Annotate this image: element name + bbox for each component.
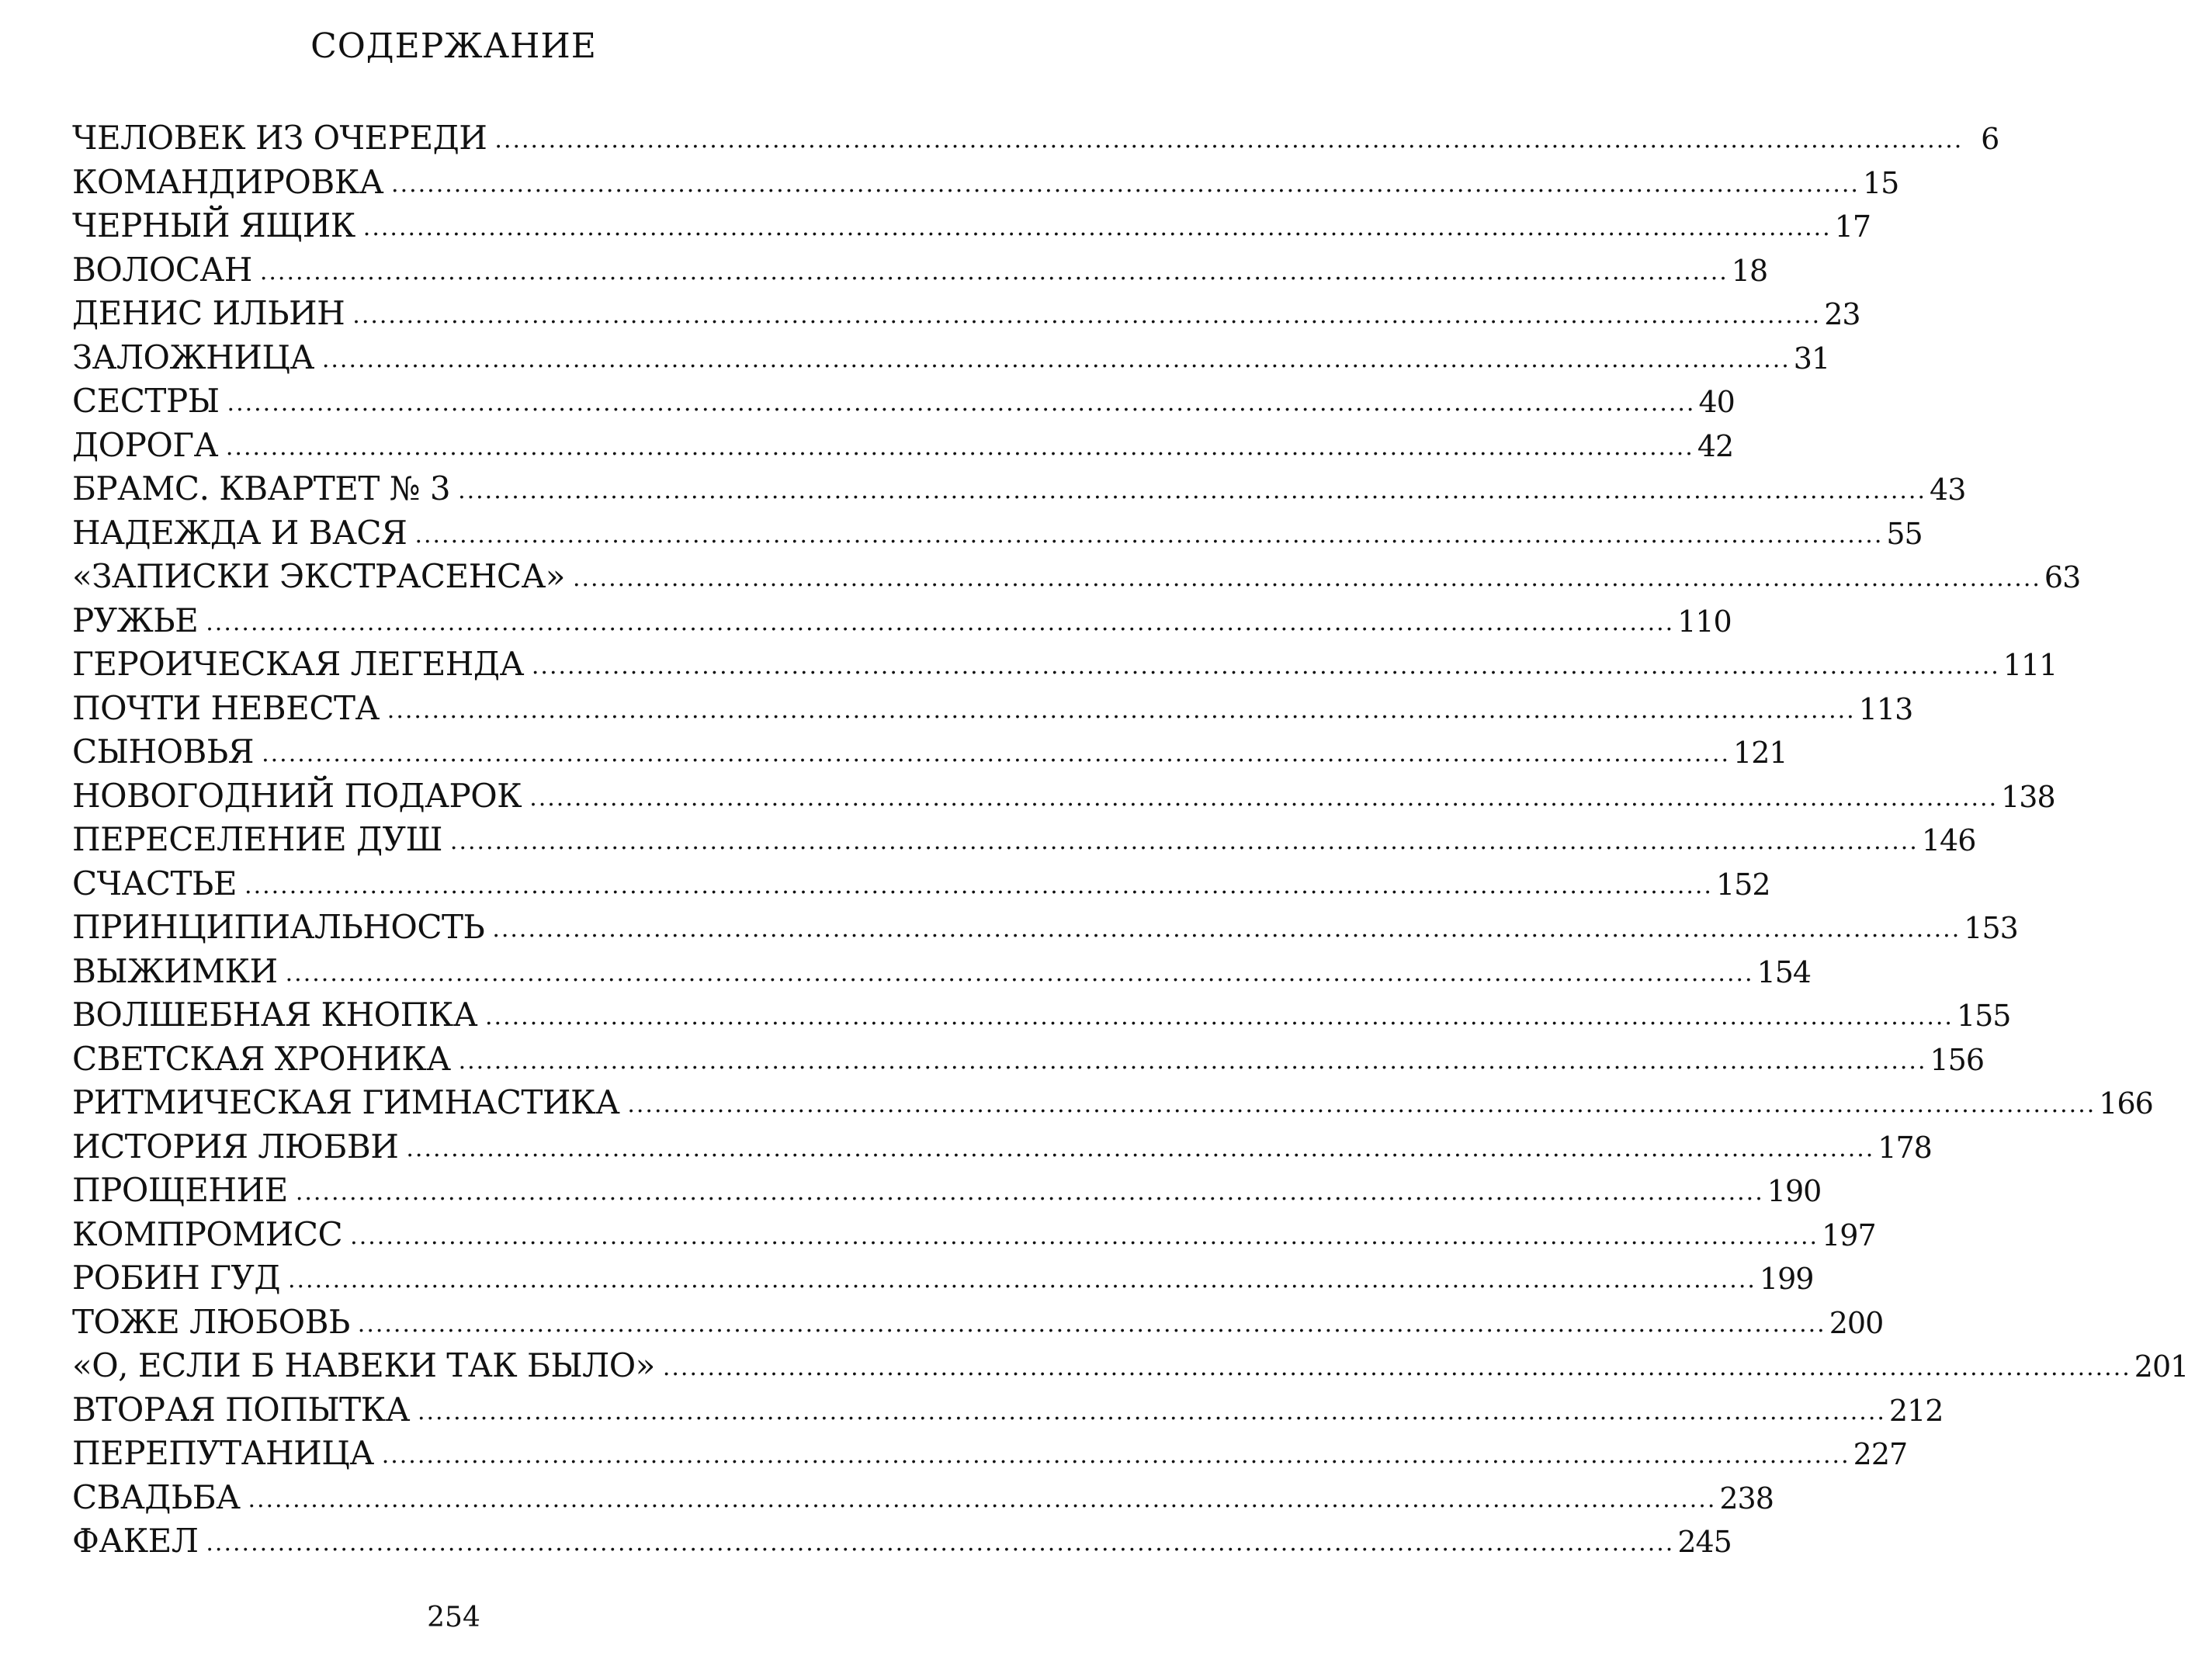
dot-leader: .................................................................................................................................................................... xyxy=(458,1047,1927,1075)
toc-entry-title: КОМАНДИРОВКА xyxy=(72,162,384,201)
table-of-contents xyxy=(72,116,2188,1564)
toc-entry-page: 227 xyxy=(1853,1437,1908,1471)
toc-entry-title: ВЫЖИМКИ xyxy=(72,951,278,990)
toc-entry-page: 15 xyxy=(1862,165,1899,200)
toc-entry-title: ЗАЛОЖНИЦА xyxy=(72,338,314,376)
dot-leader: .................................................................................................................................................................... xyxy=(414,521,1884,549)
toc-entry-page: 43 xyxy=(1930,473,1966,507)
toc-entry-page: 155 xyxy=(1956,999,2011,1033)
toc-entry xyxy=(72,424,1734,468)
toc-entry xyxy=(72,1081,2153,1125)
toc-entry xyxy=(72,1125,1932,1169)
toc-entry-title: СВАДЬБА xyxy=(72,1477,241,1516)
toc-entry-title: ФАКЕЛ xyxy=(72,1522,199,1560)
toc-entry-title: РУЖЬЕ xyxy=(72,601,199,639)
toc-entry xyxy=(72,1301,1884,1345)
dot-leader: .................................................................................................................................................................... xyxy=(350,1222,1819,1250)
toc-entry-page: 201 xyxy=(2134,1349,2188,1384)
toc-entry xyxy=(72,336,1830,380)
dot-leader: .................................................................................................................................................................... xyxy=(458,477,1927,504)
toc-entry xyxy=(72,862,1770,906)
toc-entry xyxy=(72,379,1735,424)
dot-leader: .................................................................................................................................................................... xyxy=(362,214,1832,241)
dot-leader: .................................................................................................................................................................... xyxy=(225,433,1694,461)
toc-entry xyxy=(72,643,2058,687)
dot-leader: .................................................................................................................................................................... xyxy=(485,1003,1954,1031)
dot-leader: .................................................................................................................................................................... xyxy=(531,653,2000,680)
dot-leader: .................................................................................................................................................................... xyxy=(259,258,1729,286)
toc-entry xyxy=(72,993,2011,1037)
toc-entry-title: ЧЕРНЫЙ ЯЩИК xyxy=(72,206,355,244)
toc-entry xyxy=(72,1519,1732,1564)
toc-entry xyxy=(72,116,1999,161)
toc-entry-page: 40 xyxy=(1698,385,1735,419)
dot-leader: .................................................................................................................................................................... xyxy=(494,126,1964,154)
toc-entry-page: 153 xyxy=(1964,911,2018,945)
toc-entry xyxy=(72,1256,1814,1301)
toc-entry-page: 138 xyxy=(2001,779,2055,814)
dot-leader: .................................................................................................................................................................... xyxy=(206,608,1675,636)
toc-entry-title: РОБИН ГУД xyxy=(72,1259,280,1297)
toc-entry-page: 238 xyxy=(1719,1481,1774,1515)
toc-entry-title: КОМПРОМИСС xyxy=(72,1214,343,1253)
toc-entry xyxy=(72,818,1976,862)
dot-leader: .................................................................................................................................................................... xyxy=(627,1091,2096,1118)
toc-entry-page: 199 xyxy=(1759,1262,1814,1296)
toc-entry-title: ПОЧТИ НЕВЕСТА xyxy=(72,688,380,727)
toc-entry-page: 154 xyxy=(1756,954,1812,989)
toc-entry xyxy=(72,204,1871,248)
toc-entry-page: 18 xyxy=(1731,253,1768,288)
toc-entry-title: ВОЛОСАН xyxy=(72,250,252,289)
toc-entry-page: 23 xyxy=(1824,297,1860,331)
toc-entry xyxy=(72,1169,1822,1213)
dot-leader: .................................................................................................................................................................... xyxy=(285,959,1754,987)
toc-entry-page: 110 xyxy=(1677,604,1732,639)
toc-entry-page: 200 xyxy=(1829,1305,1884,1340)
toc-entry-page: 146 xyxy=(1921,823,1976,857)
dot-leader: .................................................................................................................................................................... xyxy=(572,565,2041,592)
toc-entry-page: 113 xyxy=(1858,691,1913,726)
toc-entry-page: 55 xyxy=(1886,516,1923,551)
dot-leader: .................................................................................................................................................................... xyxy=(529,784,1999,812)
toc-entry-title: СЫНОВЬЯ xyxy=(72,733,255,771)
dot-leader: .................................................................................................................................................................... xyxy=(662,1354,2131,1381)
toc-entry-page: 197 xyxy=(1822,1218,1876,1252)
toc-entry-title: ПРИНЦИПИАЛЬНОСТЬ xyxy=(72,908,485,946)
toc-entry-title: ТОЖЕ ЛЮБОВЬ xyxy=(72,1302,350,1341)
toc-entry xyxy=(72,1388,1944,1432)
toc-entry xyxy=(72,950,1812,994)
dot-leader: .................................................................................................................................................................... xyxy=(295,1179,1764,1206)
toc-entry-title: ВОЛШЕБНАЯ КНОПКА xyxy=(72,996,478,1034)
page-number: 254 xyxy=(427,1602,480,1633)
toc-entry-page: 212 xyxy=(1888,1393,1944,1428)
dot-leader: .................................................................................................................................................................... xyxy=(262,740,1731,767)
toc-entry-title: НАДЕЖДА И ВАСЯ xyxy=(72,513,407,552)
toc-entry-page: 152 xyxy=(1715,867,1770,902)
dot-leader: .................................................................................................................................................................... xyxy=(381,1442,1850,1469)
toc-entry xyxy=(72,599,1732,643)
toc-entry-title: ГЕРОИЧЕСКАЯ ЛЕГЕНДА xyxy=(72,645,524,683)
dot-leader: .................................................................................................................................................................... xyxy=(244,871,1713,899)
toc-entry xyxy=(72,511,1923,556)
toc-entry xyxy=(72,906,2018,950)
toc-entry-page: 31 xyxy=(1793,341,1830,376)
toc-entry-title: ПРОЩЕНИЕ xyxy=(72,1171,288,1209)
dot-leader: .................................................................................................................................................................... xyxy=(352,302,1822,329)
dot-leader: .................................................................................................................................................................... xyxy=(227,390,1696,417)
toc-entry xyxy=(72,1344,2188,1388)
toc-entry-title: ДОРОГА xyxy=(72,425,218,464)
toc-entry xyxy=(72,730,1788,774)
toc-entry-title: ДЕНИС ИЛЬИН xyxy=(72,294,345,332)
toc-entry-page: 17 xyxy=(1834,210,1871,244)
dot-leader: .................................................................................................................................................................... xyxy=(391,170,1860,198)
toc-entry-page: 156 xyxy=(1930,1042,1985,1077)
toc-entry xyxy=(72,248,1768,293)
toc-entry xyxy=(72,1213,1876,1257)
toc-entry-page: 6 xyxy=(1981,122,1999,156)
toc-entry-title: ЧЕЛОВЕК ИЗ ОЧЕРЕДИ xyxy=(72,119,487,157)
toc-entry-page: 121 xyxy=(1733,736,1788,770)
toc-entry xyxy=(72,1037,1985,1082)
dot-leader: .................................................................................................................................................................... xyxy=(357,1310,1826,1338)
toc-entry xyxy=(72,467,1966,511)
toc-entry-title: ПЕРЕПУТАНИЦА xyxy=(72,1434,374,1472)
toc-entry-page: 166 xyxy=(2099,1086,2153,1121)
toc-entry-title: ИСТОРИЯ ЛЮБВИ xyxy=(72,1127,399,1166)
toc-entry-title: БРАМС. КВАРТЕТ № 3 xyxy=(72,469,451,507)
dot-leader: .................................................................................................................................................................... xyxy=(417,1398,1886,1425)
toc-entry xyxy=(72,161,1899,205)
toc-entry-page: 111 xyxy=(2002,648,2058,682)
dot-leader: .................................................................................................................................................................... xyxy=(287,1266,1756,1294)
dot-leader: .................................................................................................................................................................... xyxy=(321,345,1791,373)
dot-leader: .................................................................................................................................................................... xyxy=(248,1485,1717,1513)
toc-entry xyxy=(72,1432,1908,1476)
toc-entry-page: 178 xyxy=(1878,1130,1932,1165)
toc-entry xyxy=(72,555,2081,599)
toc-entry xyxy=(72,774,2055,819)
toc-entry xyxy=(72,1476,1774,1520)
toc-entry xyxy=(72,292,1860,336)
page-title: СОДЕРЖАНИЕ xyxy=(310,26,597,66)
toc-entry-title: «О, ЕСЛИ Б НАВЕКИ ТАК БЫЛО» xyxy=(72,1346,655,1384)
dot-leader: .................................................................................................................................................................... xyxy=(406,1134,1875,1162)
toc-entry-page: 190 xyxy=(1767,1174,1822,1208)
dot-leader: .................................................................................................................................................................... xyxy=(449,828,1919,855)
toc-entry-title: «ЗАПИСКИ ЭКСТРАСЕНСА» xyxy=(72,557,565,595)
toc-entry-page: 63 xyxy=(2044,560,2081,594)
dot-leader: .................................................................................................................................................................... xyxy=(206,1529,1675,1557)
toc-entry-title: РИТМИЧЕСКАЯ ГИМНАСТИКА xyxy=(72,1083,620,1121)
toc-entry-page: 42 xyxy=(1697,428,1734,463)
toc-entry-title: ПЕРЕСЕЛЕНИЕ ДУШ xyxy=(72,820,442,858)
dot-leader: .................................................................................................................................................................... xyxy=(492,916,1961,943)
toc-entry-title: ВТОРАЯ ПОПЫТКА xyxy=(72,1390,410,1429)
toc-entry-title: НОВОГОДНИЙ ПОДАРОК xyxy=(72,776,522,815)
toc-entry-page: 245 xyxy=(1677,1525,1732,1559)
toc-entry xyxy=(72,687,1913,731)
toc-entry-title: СЧАСТЬЕ xyxy=(72,864,238,902)
toc-entry-title: СВЕТСКАЯ ХРОНИКА xyxy=(72,1039,451,1078)
dot-leader: .................................................................................................................................................................... xyxy=(387,696,1856,724)
toc-entry-title: СЕСТРЫ xyxy=(72,382,220,420)
